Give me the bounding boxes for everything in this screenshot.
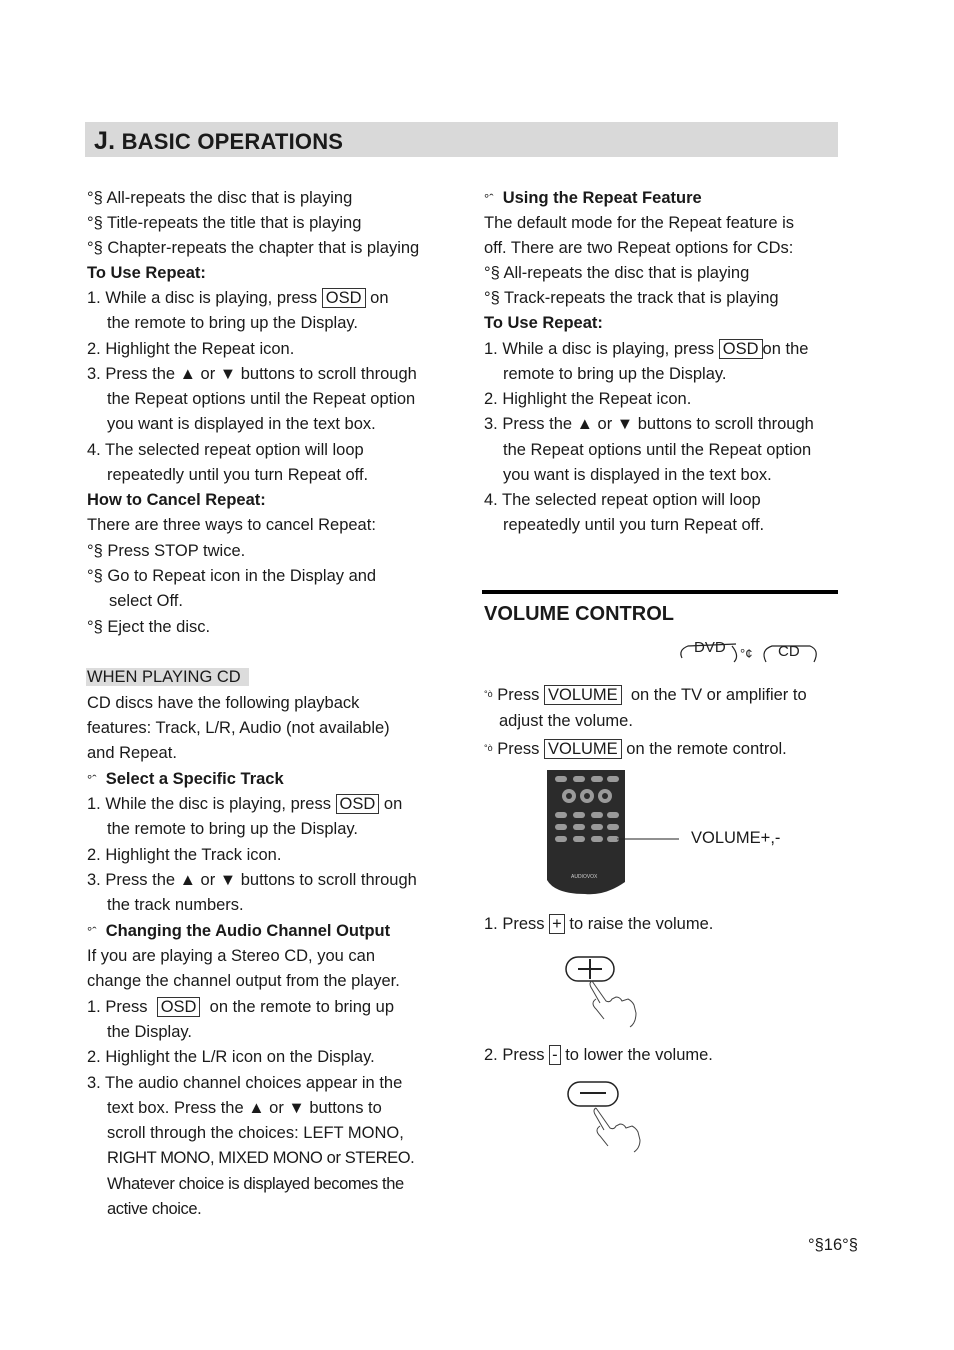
- step-4-cont: repeatedly until you turn Repeat off.: [107, 466, 369, 484]
- step-2: 2. Highlight the Repeat icon.: [87, 340, 295, 358]
- plus-key: +: [549, 914, 565, 934]
- repeat-intro: The default mode for the Repeat feature is: [484, 214, 795, 232]
- volume-step-tv: °ò Press VOLUME on the TV or amplifier to: [484, 686, 807, 704]
- cd-intro: and Repeat.: [87, 744, 177, 762]
- cd-intro: features: Track, L/R, Audio (not available): [87, 719, 390, 737]
- cancel-intro: There are three ways to cancel Repeat:: [87, 516, 376, 534]
- cd-section-heading: WHEN PLAYING CD: [86, 667, 249, 687]
- heading-use-repeat: To Use Repeat:: [484, 314, 603, 332]
- remote-control-image: [545, 770, 685, 896]
- cancel-option-cont: select Off.: [109, 592, 183, 610]
- cancel-option: °§ Eject the disc.: [87, 618, 211, 636]
- step-3-cont: the Repeat options until the Repeat option: [503, 441, 812, 459]
- cd-label: CD: [778, 643, 800, 660]
- volume-step-tv-cont: adjust the volume.: [499, 712, 633, 730]
- heading-use-repeat: To Use Repeat:: [87, 264, 206, 282]
- repeat-option-chapter: °§ Chapter-repeats the chapter that is playing: [87, 239, 420, 257]
- section-title: J. BASIC OPERATIONS: [94, 127, 344, 155]
- osd-key: OSD: [157, 997, 201, 1017]
- audio-step-1: 1. Press OSD on the remote to bring up: [87, 998, 395, 1016]
- step-4: 4. The selected repeat option will loop: [484, 491, 761, 509]
- audio-step-3-cont: Whatever choice is displayed becomes the: [107, 1175, 404, 1193]
- step-3-cont: you want is displayed in the text box.: [107, 415, 376, 433]
- subhead-repeat-feature: °ˆ Using the Repeat Feature: [484, 189, 702, 207]
- audio-step-2: 2. Highlight the L/R icon on the Display.: [87, 1048, 375, 1066]
- section-divider: [482, 590, 838, 594]
- repeat-option-all: °§ All-repeats the disc that is playing: [87, 189, 353, 207]
- cancel-option: °§ Go to Repeat icon in the Display and: [87, 567, 377, 585]
- section-header: [85, 122, 838, 157]
- audio-intro: If you are playing a Stereo CD, you can: [87, 947, 375, 965]
- audio-step-3: 3. The audio channel choices appear in the: [87, 1074, 403, 1092]
- volume-plus-press-illustration: [562, 953, 652, 1033]
- page-number: °§16°§: [808, 1236, 858, 1254]
- step-4: 4. The selected repeat option will loop: [87, 441, 364, 459]
- dvd-badge-outline: [732, 646, 737, 662]
- raise-volume-step: 1. Press + to raise the volume.: [484, 915, 714, 933]
- step-3-cont: you want is displayed in the text box.: [503, 466, 772, 484]
- step-1: 1. While a disc is playing, press OSD on: [87, 289, 389, 307]
- subhead-audio-channel: °ˆ Changing the Audio Channel Output: [87, 922, 391, 940]
- volume-step-remote: °ò Press VOLUME on the remote control.: [484, 740, 787, 758]
- step-1: 1. While a disc is playing, press OSD on the: [484, 340, 809, 358]
- step-4-cont: repeatedly until you turn Repeat off.: [503, 516, 765, 534]
- minus-key: -: [549, 1045, 561, 1065]
- volume-minus-press-illustration: [564, 1080, 654, 1160]
- heading-cancel-repeat: How to Cancel Repeat:: [87, 491, 266, 509]
- step-3: 3. Press the ▲ or ▼ buttons to scroll through: [87, 365, 417, 383]
- disc-type-badge: [676, 634, 826, 670]
- osd-key: OSD: [719, 339, 763, 359]
- step-2: 2. Highlight the Repeat icon.: [484, 390, 692, 408]
- osd-key: OSD: [336, 794, 380, 814]
- step-1-cont: the remote to bring up the Display.: [107, 314, 358, 332]
- repeat-option-all: °§ All-repeats the disc that is playing: [484, 264, 750, 282]
- lower-volume-step: 2. Press - to lower the volume.: [484, 1046, 713, 1064]
- cancel-option: °§ Press STOP twice.: [87, 542, 246, 560]
- track-step-2: 2. Highlight the Track icon.: [87, 846, 282, 864]
- track-step-3-cont: the track numbers.: [107, 896, 244, 914]
- dvd-label: DVD: [694, 639, 726, 656]
- audio-step-3-cont: text box. Press the ▲ or ▼ buttons to: [107, 1099, 382, 1117]
- step-1-cont: remote to bring up the Display.: [503, 365, 727, 383]
- volume-key: VOLUME: [544, 739, 622, 759]
- cd-intro: CD discs have the following playback: [87, 694, 360, 712]
- audio-step-3-cont: scroll through the choices: LEFT MONO,: [107, 1124, 404, 1142]
- repeat-option-title: °§ Title-repeats the title that is playing: [87, 214, 362, 232]
- audio-intro: change the channel output from the player.: [87, 972, 400, 990]
- repeat-option-track: °§ Track-repeats the track that is playing: [484, 289, 779, 307]
- track-step-3: 3. Press the ▲ or ▼ buttons to scroll through: [87, 871, 417, 889]
- osd-key: OSD: [322, 288, 366, 308]
- subhead-select-track: °ˆ Select a Specific Track: [87, 770, 284, 788]
- audio-step-1-cont: the Display.: [107, 1023, 192, 1041]
- badge-separator: °¢: [740, 646, 753, 661]
- audio-step-3-cont: RIGHT MONO, MIXED MONO or STEREO.: [107, 1149, 415, 1167]
- repeat-intro: off. There are two Repeat options for CDs:: [484, 239, 794, 257]
- step-3-cont: the Repeat options until the Repeat option: [107, 390, 416, 408]
- track-step-1: 1. While the disc is playing, press OSD on: [87, 795, 403, 813]
- pointing-hand-icon: [594, 1108, 640, 1152]
- volume-callout-label: VOLUME+,-: [691, 829, 781, 847]
- step-3: 3. Press the ▲ or ▼ buttons to scroll through: [484, 415, 814, 433]
- track-step-1-cont: the remote to bring up the Display.: [107, 820, 358, 838]
- pointing-hand-icon: [590, 981, 636, 1027]
- audio-step-3-cont: active choice.: [107, 1200, 202, 1218]
- volume-control-heading: VOLUME CONTROL: [484, 603, 674, 625]
- remote-brand-logo: AUDIOVOX: [571, 874, 598, 880]
- volume-key: VOLUME: [544, 685, 622, 705]
